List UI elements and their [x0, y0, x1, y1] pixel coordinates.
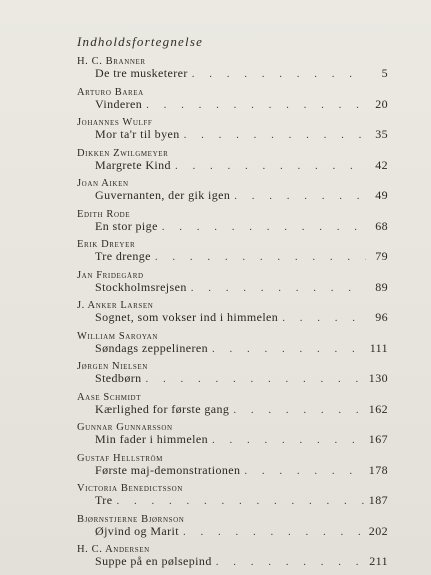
entry-title: Tre drenge	[95, 249, 151, 263]
toc-entry	[0, 544, 431, 575]
entry-line	[95, 158, 388, 173]
entry-author: William Saroyan	[77, 330, 159, 342]
toc-entry	[0, 178, 431, 209]
entry-page-number: 162	[368, 401, 388, 416]
dot-leader	[192, 68, 366, 80]
dot-leader	[244, 465, 364, 477]
entry-author: H. C. Branner	[77, 56, 146, 67]
dot-leader	[282, 312, 366, 324]
dot-leader	[116, 495, 364, 507]
entry-page-number: 5	[381, 66, 388, 80]
entry-title: Mor ta'r til byen	[95, 127, 180, 141]
entry-title: En stor pige	[95, 218, 158, 233]
entry-line	[95, 219, 388, 234]
entry-title: Øjvind og Marit	[95, 523, 179, 538]
entry-author: Aase Schmidt	[77, 391, 142, 403]
entry-page-number: 178	[368, 462, 388, 477]
entry-author: Jørgen Nielsen	[77, 361, 148, 372]
entry-page-number: 79	[375, 249, 388, 263]
entry-page-number: 20	[375, 96, 388, 111]
entry-title: Suppe på en pølsepind	[95, 554, 212, 568]
entry-page-number: 211	[369, 554, 388, 568]
entry-title: Kærlighed for første gang	[95, 401, 230, 416]
entry-author: Dikken Zwilgmeyer	[77, 147, 169, 159]
dot-leader	[212, 343, 366, 355]
toc-entry	[0, 392, 431, 423]
entry-author: Victoria Benedictsson	[77, 483, 183, 494]
entry-author: Erik Dreyer	[77, 239, 136, 250]
entry-title: Søndags zeppelineren	[95, 340, 208, 355]
toc-entry	[0, 209, 431, 240]
entry-line	[95, 493, 388, 508]
entry-page-number: 187	[368, 493, 388, 507]
dot-leader	[146, 373, 365, 385]
entry-title: Sognet, som vokser ind i himmelen	[95, 310, 279, 324]
entry-line	[95, 463, 388, 478]
entry-title: Vinderen	[95, 96, 143, 111]
entry-page-number: 68	[375, 218, 388, 233]
entry-line	[95, 66, 388, 81]
toc-entry	[0, 117, 431, 148]
dot-leader	[155, 251, 366, 263]
entry-line	[95, 554, 388, 569]
entry-title: Stedbørn	[95, 371, 142, 385]
dot-leader	[216, 556, 366, 568]
entry-page-number: 111	[369, 340, 388, 355]
entry-line	[95, 524, 388, 539]
entry-line	[95, 188, 388, 203]
toc-list	[0, 56, 431, 575]
dot-leader	[183, 526, 365, 538]
entry-page-number: 42	[375, 157, 388, 172]
entry-line	[95, 249, 388, 264]
dot-leader	[212, 434, 365, 446]
entry-author: Edith Rode	[77, 208, 131, 220]
dot-leader	[233, 404, 364, 416]
toc-entry	[0, 422, 431, 453]
entry-line	[95, 402, 388, 417]
entry-author: Joan Aiken	[77, 178, 129, 189]
toc-entry	[0, 453, 431, 484]
entry-page-number: 35	[375, 127, 388, 141]
entry-line	[95, 341, 388, 356]
entry-author: Gustaf Hellström	[77, 452, 163, 464]
entry-title: Margrete Kind	[95, 157, 171, 172]
entry-author: Bjørnstjerne Bjørnson	[77, 513, 185, 525]
toc-entry	[0, 514, 431, 545]
entry-page-number: 49	[375, 188, 388, 202]
entry-author: Johannes Wulff	[77, 117, 153, 128]
entry-line	[95, 280, 388, 295]
toc-entry	[0, 239, 431, 270]
entry-page-number: 202	[368, 523, 388, 538]
dot-leader	[184, 129, 366, 141]
dot-leader	[146, 99, 366, 111]
toc-entry	[0, 270, 431, 301]
entry-author: J. Anker Larsen	[77, 300, 154, 311]
entry-title: Guvernanten, der gik igen	[95, 188, 231, 202]
entry-line	[95, 371, 388, 386]
entry-line	[95, 432, 388, 447]
toc-entry	[0, 56, 431, 87]
entry-page-number: 130	[368, 371, 388, 385]
entry-author: Gunnar Gunnarsson	[77, 422, 173, 433]
entry-line	[95, 127, 388, 142]
dot-leader	[175, 160, 366, 172]
toc-entry	[0, 331, 431, 362]
toc-entry	[0, 300, 431, 331]
entry-title: Første maj-demonstrationen	[95, 462, 241, 477]
toc-entry	[0, 361, 431, 392]
entry-title: Tre	[95, 493, 113, 507]
entry-author: Arturo Barea	[77, 86, 144, 98]
entry-page-number: 96	[375, 310, 388, 324]
entry-title: De tre musketerer	[95, 66, 188, 80]
entry-page-number: 89	[375, 279, 388, 294]
entry-title: Min fader i himmelen	[95, 432, 208, 446]
toc-entry	[0, 483, 431, 514]
entry-page-number: 167	[368, 432, 388, 446]
entry-line	[95, 310, 388, 325]
dot-leader	[162, 221, 366, 233]
entry-line	[95, 97, 388, 112]
dot-leader	[191, 282, 366, 294]
toc-entry	[0, 87, 431, 118]
toc-entry	[0, 148, 431, 179]
entry-title: Stockholmsrejsen	[95, 279, 187, 294]
entry-author: Jan Fridegård	[77, 269, 144, 281]
dot-leader	[234, 190, 366, 202]
page-title: Indholdsfortegnelse	[77, 34, 204, 49]
entry-author: H. C. Andersen	[77, 544, 150, 555]
